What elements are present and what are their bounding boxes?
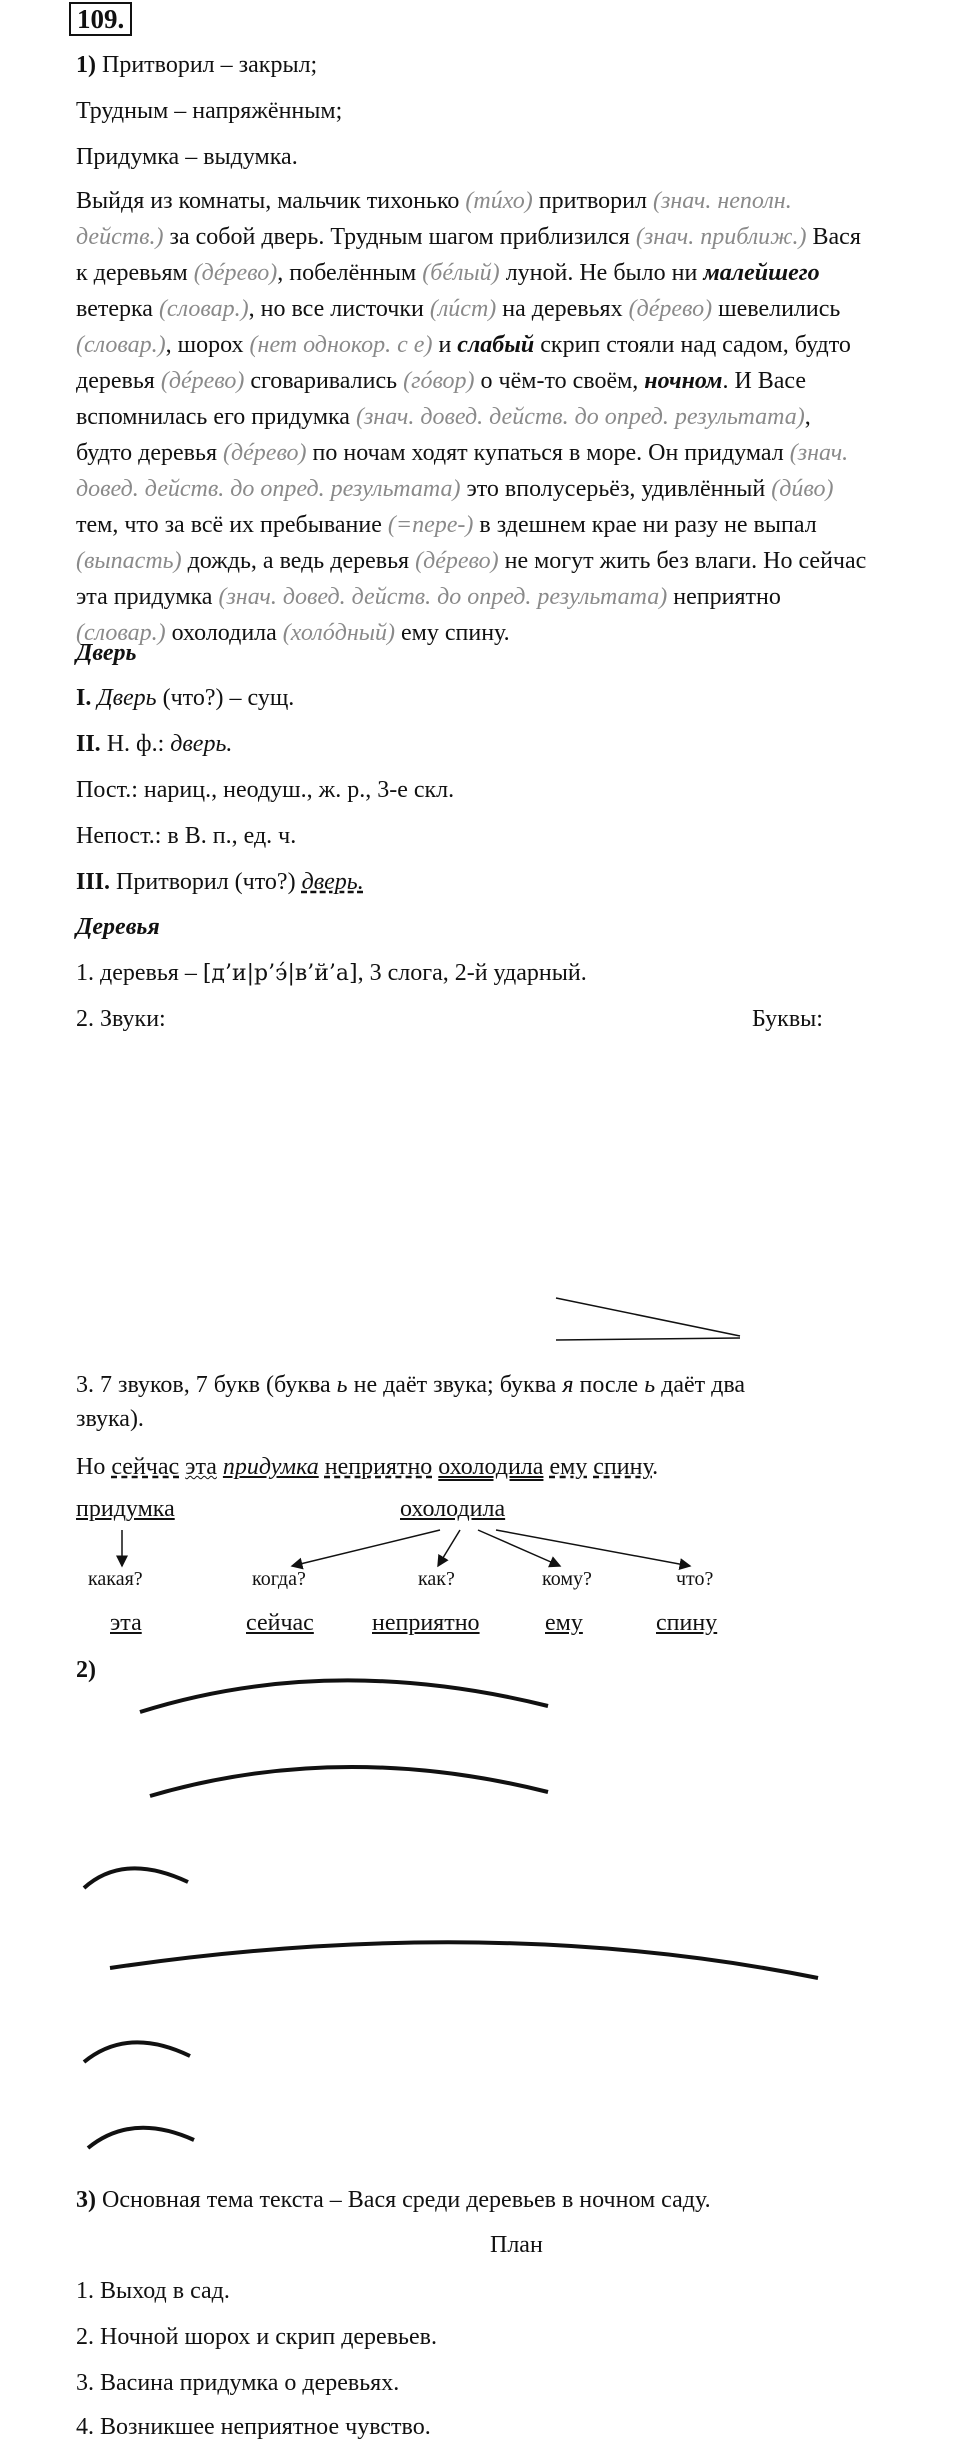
part1-marker: 1) (76, 52, 96, 78)
text-segment: по ночам ходят купаться в море. Он придумал (306, 440, 790, 466)
grammar-note: довед. действ. до опред. результата) (76, 476, 461, 502)
text-segment: дождь, а ведь деревья (181, 548, 416, 574)
sentence-word: ему (549, 1454, 588, 1480)
prefix-arc (88, 2128, 194, 2148)
text-segment: тем, что за всё их пребывание (76, 512, 388, 538)
phon-text: даёт два (655, 1372, 746, 1398)
text-segment: на деревьях (496, 296, 629, 322)
tree-question-4: что? (676, 1568, 714, 1590)
text-segment: не могут жить без влаги. Но сейчас (498, 548, 867, 574)
phon-summary-2: звука). (76, 1406, 144, 1432)
text-segment: неприятно (667, 584, 781, 610)
text-segment: вспомнилась его придумка (76, 404, 356, 430)
text-segment: эта придумка (76, 584, 219, 610)
grammar-note: (тúхо) (465, 188, 533, 214)
morph-word: дверь. (170, 731, 233, 757)
synonym-line-3: Придумка – выдумка. (76, 144, 298, 170)
tree-question-1: когда? (252, 1568, 306, 1590)
part3-marker: 3) (76, 2187, 96, 2213)
grammar-note: (=пере-) (387, 512, 474, 538)
tree-arrow (292, 1530, 440, 1566)
morph-constant: Пост.: нариц., неодуш., ж. р., 3-е скл. (76, 777, 455, 803)
connector-line (556, 1298, 740, 1336)
prefix-arc (84, 2042, 190, 2062)
phon-text: после (573, 1372, 645, 1398)
sentence-word: спину (593, 1454, 653, 1480)
tree-dependent-4: спину (656, 1610, 718, 1636)
text-segment: , но все листочки (248, 296, 430, 322)
tree-left-dependent: эта (110, 1610, 142, 1636)
grammar-note: (словар.) (76, 332, 166, 358)
phon-text: 3. 7 звуков, 7 букв (буква (76, 1372, 337, 1398)
prefix-arc (110, 1942, 818, 1978)
grammar-note: действ.) (76, 224, 164, 250)
text-segment: ему спину. (395, 620, 510, 646)
grammar-note: (дéрево) (415, 548, 499, 574)
connector-line (556, 1338, 740, 1340)
text-segment: луной. Не было ни (499, 260, 704, 286)
text-segment: ночном (644, 368, 723, 394)
text-segment: , побелённым (277, 260, 423, 286)
grammar-note: (дéрево) (160, 368, 245, 394)
text-segment: шевелились (712, 296, 841, 322)
roman-marker: III. (76, 869, 111, 895)
text-segment: слабый (457, 332, 535, 358)
grammar-note: (знач. довед. действ. до опред. результата) (355, 404, 805, 430)
text-segment: и (432, 332, 458, 358)
phon-text: 1. деревья – (76, 960, 203, 986)
topic-text: Основная тема текста – Вася среди деревьев в ночном саду. (96, 2187, 711, 2213)
text-segment: в здешнем крае ни разу не выпал (473, 512, 817, 538)
text-segment: к деревьям (76, 260, 194, 286)
tree-right-head: охолодила (400, 1496, 506, 1522)
grammar-note: (холóдный) (282, 620, 396, 646)
tree-left-question: какая? (88, 1568, 143, 1590)
phon-text: не даёт звука; буква (347, 1372, 563, 1398)
grammar-note: (знач. неполн. (652, 188, 792, 214)
plan-item-4: 4. Возникшее неприятное чувство. (76, 2414, 431, 2440)
text-segment: деревья (76, 368, 161, 394)
prefix-arc (150, 1767, 548, 1796)
plan-item-2: 2. Ночной шорох и скрип деревьев. (76, 2324, 437, 2350)
morph-text: (что?) – сущ. (156, 685, 295, 711)
morph-word: дверь. (301, 869, 364, 895)
grammar-note: (знач. довед. действ. до опред. результата) (218, 584, 668, 610)
sentence-word: Но (76, 1454, 112, 1480)
roman-marker: I. (76, 685, 92, 711)
text-segment: ветерка (76, 296, 159, 322)
exercise-number: 109. (69, 2, 132, 36)
text-segment: за собой дверь. Трудным шагом приблизился (163, 224, 636, 250)
text-segment: притворил (532, 188, 653, 214)
roman-marker: II. (76, 731, 101, 757)
plan-title: План (490, 2232, 543, 2258)
morph-word: Дверь (97, 685, 157, 711)
sentence-word: неприятно (324, 1454, 433, 1480)
sentence-word: . (652, 1454, 659, 1480)
grammar-note: (дéрево) (628, 296, 713, 322)
tree-dependent-2: неприятно (372, 1610, 480, 1636)
grammar-note: (гóвор) (403, 368, 475, 394)
grammar-note: (нет однокор. с е) (249, 332, 433, 358)
grammar-note: (бéлый) (422, 260, 500, 286)
sentence-word: сейчас (111, 1454, 180, 1480)
grammar-note: (выпасть) (76, 548, 182, 574)
tree-arrow (478, 1530, 560, 1566)
grammar-note: (знач. приближ.) (635, 224, 807, 250)
prefix-arc (140, 1680, 548, 1712)
grammar-note: (лúст) (429, 296, 497, 322)
text-segment: , (804, 404, 811, 430)
grammar-note: (дéрево) (193, 260, 278, 286)
synonym-pair: Притворил – закрыл; (102, 52, 318, 78)
grammar-note: (словар.) (76, 620, 166, 646)
grammar-note: (дúво) (771, 476, 834, 502)
tree-dependent-3: ему (545, 1610, 583, 1636)
text-segment: Выйдя из комнаты, мальчик тихонько (76, 188, 466, 214)
morph-text: Н. ф.: (100, 731, 171, 757)
text-segment: будто деревья (76, 440, 223, 466)
tree-left-head: придумка (76, 1496, 175, 1522)
text-segment: это вполусерьёз, удивлённый (460, 476, 772, 502)
tree-arrow (496, 1530, 690, 1566)
phon-letter: ь (336, 1372, 348, 1398)
plan-item-1: 1. Выход в сад. (76, 2278, 230, 2304)
text-segment: Вася (806, 224, 861, 250)
phon-heading: Деревья (76, 914, 160, 940)
tree-arrow (438, 1530, 460, 1566)
part2-marker: 2) (76, 1657, 96, 1683)
synonym-line-2: Трудным – напряжённым; (76, 98, 343, 124)
prefix-arc (84, 1868, 188, 1888)
phon-letter: ь (644, 1372, 656, 1398)
sentence-word: охолодила (438, 1454, 544, 1480)
letters-header: Буквы: (752, 1006, 823, 1032)
text-segment: охолодила (165, 620, 283, 646)
morph-variable: Непост.: в В. п., ед. ч. (76, 823, 297, 849)
tree-question-3: кому? (542, 1568, 592, 1590)
morph-text: Притворил (что?) (110, 869, 302, 895)
sounds-header: 2. Звуки: (76, 1006, 166, 1032)
text-segment: малейшего (703, 260, 820, 286)
text-segment: . И Васе (722, 368, 807, 394)
plan-item-3: 3. Васина придумка о деревьях. (76, 2370, 400, 2396)
text-segment: скрип стояли над садом, будто (534, 332, 851, 358)
text-segment: сговаривались (244, 368, 404, 394)
phon-text: , 3 слога, 2-й ударный. (357, 960, 587, 986)
text-segment: , шорох (165, 332, 250, 358)
text-segment: о чём-то своём, (474, 368, 645, 394)
tree-dependent-1: сейчас (246, 1610, 314, 1636)
transcription: [д’и|р’э́|в’й’а] (202, 961, 358, 986)
grammar-note: (словар.) (158, 296, 249, 322)
phon-letter: я (562, 1372, 574, 1398)
morph-heading: Дверь (76, 640, 137, 666)
tree-question-2: как? (418, 1568, 455, 1590)
sentence-word: придумка (222, 1454, 319, 1480)
grammar-note: (знач. (789, 440, 849, 466)
grammar-note: (дéрево) (223, 440, 307, 466)
sentence-word: эта (185, 1454, 217, 1480)
